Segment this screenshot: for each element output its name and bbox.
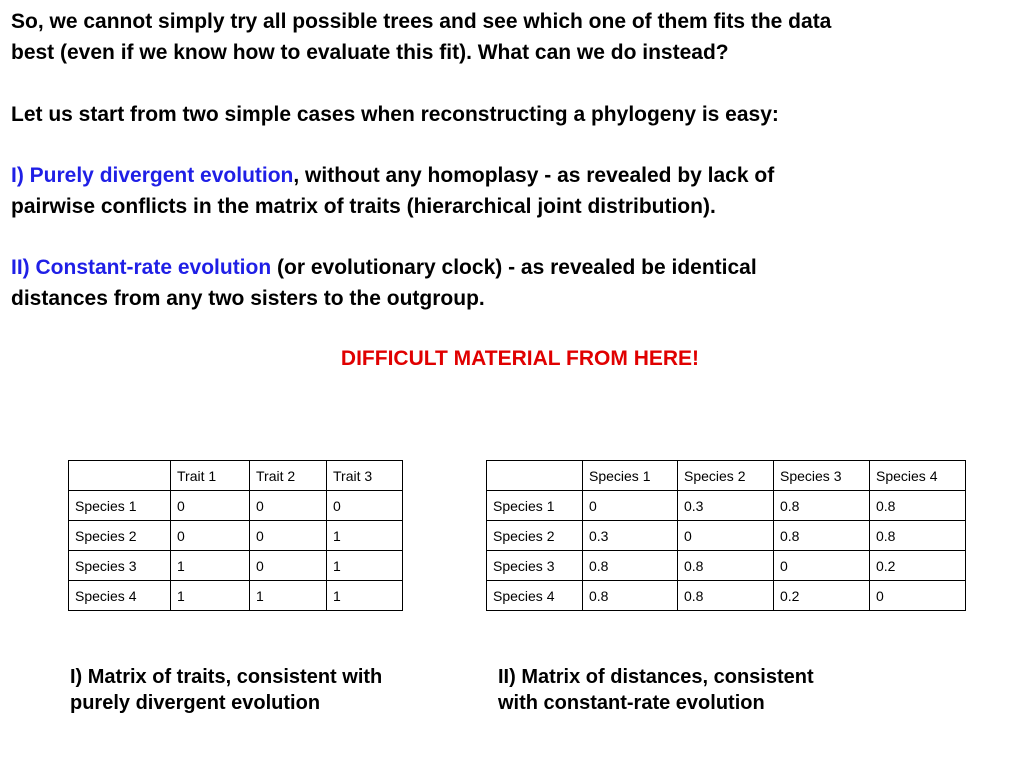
table-cell: 0 <box>870 581 966 611</box>
traits-matrix-table <box>68 460 403 611</box>
column-header: Trait 2 <box>250 461 327 491</box>
table-row <box>487 521 966 551</box>
case1-line-2: pairwise conflicts in the matrix of traits (hierarchical joint distribution). <box>11 195 716 218</box>
table-cell: 0 <box>774 551 870 581</box>
table-cell: 0.8 <box>583 551 678 581</box>
column-header: Species 3 <box>774 461 870 491</box>
case2-rest: (or evolutionary clock) - as revealed be identical <box>271 256 757 279</box>
row-label: Species 4 <box>487 581 583 611</box>
table-row <box>69 551 403 581</box>
intro-paragraph <box>11 6 1021 68</box>
table-cell: 0.3 <box>678 491 774 521</box>
case2-paragraph <box>11 252 1021 314</box>
table-cell: 1 <box>327 581 403 611</box>
distance-table-caption <box>498 664 878 716</box>
case2-line-2: distances from any two sisters to the outgroup. <box>11 287 485 310</box>
caption-line: I) Matrix of traits, consistent with <box>70 666 383 688</box>
caption-line: purely divergent evolution <box>70 692 321 714</box>
table-header-row <box>487 461 966 491</box>
traits-table-caption <box>70 664 450 716</box>
row-label: Species 2 <box>487 521 583 551</box>
table-cell: 0.8 <box>774 521 870 551</box>
caption-line: II) Matrix of distances, consistent <box>498 666 814 688</box>
table-cell: 0 <box>327 491 403 521</box>
table-cell: 0.8 <box>678 551 774 581</box>
table-cell: 0.8 <box>870 491 966 521</box>
setup-text: Let us start from two simple cases when reconstructing a phylogeny is easy: <box>11 103 779 126</box>
table-cell: 0.8 <box>583 581 678 611</box>
case1-rest: , without any homoplasy - as revealed by lack of <box>293 164 775 187</box>
row-label: Species 1 <box>487 491 583 521</box>
row-label: Species 3 <box>69 551 171 581</box>
table-cell: 0 <box>250 491 327 521</box>
table-row <box>69 581 403 611</box>
table-cell: 0 <box>171 491 250 521</box>
row-label: Species 2 <box>69 521 171 551</box>
table-cell: 1 <box>171 551 250 581</box>
table-row <box>69 491 403 521</box>
table-cell: 0.2 <box>870 551 966 581</box>
table-row <box>69 521 403 551</box>
table-cell: 0 <box>171 521 250 551</box>
column-header: Species 1 <box>583 461 678 491</box>
intro-line-1: So, we cannot simply try all possible trees and see which one of them fits the data <box>11 10 832 33</box>
table-corner-cell <box>487 461 583 491</box>
column-header: Species 4 <box>870 461 966 491</box>
table-cell: 0 <box>678 521 774 551</box>
table-corner-cell <box>69 461 171 491</box>
column-header: Trait 1 <box>171 461 250 491</box>
table-cell: 0.2 <box>774 581 870 611</box>
table-row <box>487 581 966 611</box>
table-cell: 0.8 <box>678 581 774 611</box>
setup-paragraph <box>11 99 1021 130</box>
table-cell: 1 <box>327 521 403 551</box>
case2-highlight: II) Constant-rate evolution <box>11 256 272 279</box>
row-label: Species 4 <box>69 581 171 611</box>
table-cell: 0.3 <box>583 521 678 551</box>
case1-paragraph <box>11 160 1021 222</box>
table-cell: 0 <box>250 551 327 581</box>
table-cell: 1 <box>327 551 403 581</box>
table-cell: 0.8 <box>870 521 966 551</box>
caption-line: with constant-rate evolution <box>498 692 765 714</box>
distance-matrix-table <box>486 460 966 611</box>
table-cell: 0 <box>583 491 678 521</box>
table-cell: 0.8 <box>774 491 870 521</box>
table-row <box>487 491 966 521</box>
intro-line-2: best (even if we know how to evaluate this fit). What can we do instead? <box>11 41 729 64</box>
table-row <box>487 551 966 581</box>
case1-highlight: I) Purely divergent evolution <box>11 164 294 187</box>
column-header: Trait 3 <box>327 461 403 491</box>
table-cell: 1 <box>171 581 250 611</box>
table-cell: 1 <box>250 581 327 611</box>
row-label: Species 1 <box>69 491 171 521</box>
table-header-row <box>69 461 403 491</box>
column-header: Species 2 <box>678 461 774 491</box>
difficult-material-warning: DIFFICULT MATERIAL FROM HERE! <box>340 347 700 370</box>
row-label: Species 3 <box>487 551 583 581</box>
table-cell: 0 <box>250 521 327 551</box>
